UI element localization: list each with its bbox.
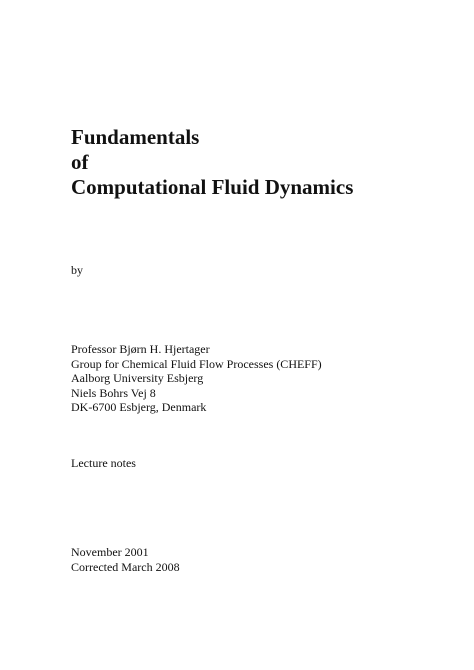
document-title — [71, 125, 451, 200]
author-street: Niels Bohrs Vej 8 — [71, 385, 156, 400]
by-label — [71, 263, 83, 278]
published-date: November 2001 — [71, 545, 149, 559]
document-type — [71, 456, 136, 471]
author-group: Group for Chemical Fluid Flow Processes (CHEFF) — [71, 356, 322, 371]
author-city: DK-6700 Esbjerg, Denmark — [71, 400, 207, 415]
by-text: by — [71, 263, 83, 277]
author-name: Professor Bjørn H. Hjertager — [71, 342, 210, 356]
title-line-2: of — [71, 150, 89, 174]
title-line-1: Fundamentals — [71, 125, 200, 149]
author-block — [71, 342, 322, 415]
corrected-date: Corrected March 2008 — [71, 559, 180, 574]
title-line-3: Computational Fluid Dynamics — [71, 175, 354, 199]
document-type-text: Lecture notes — [71, 456, 136, 470]
author-university: Aalborg University Esbjerg — [71, 371, 204, 386]
date-block — [71, 545, 180, 574]
